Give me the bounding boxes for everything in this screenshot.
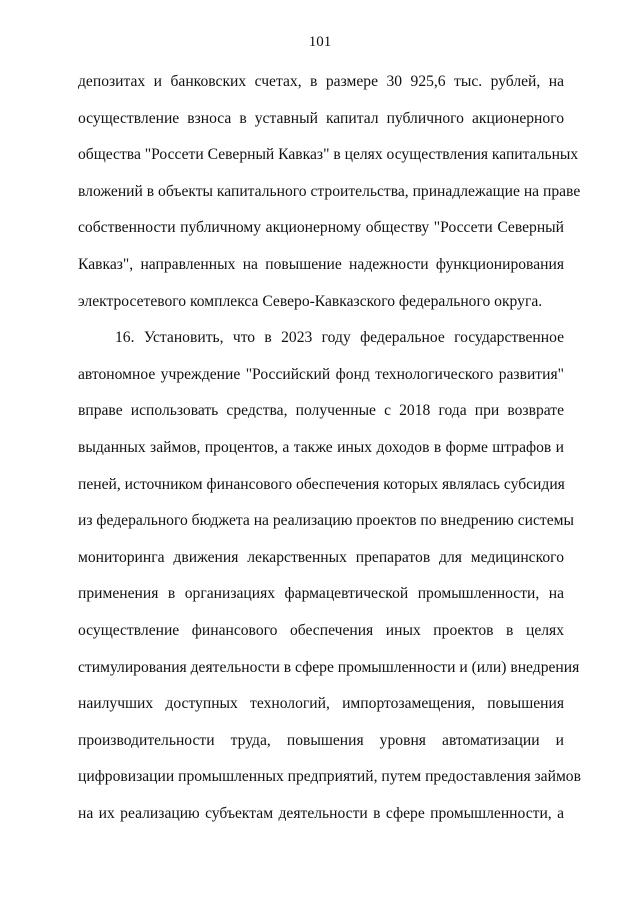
text-line: наилучших доступных технологий, импортозамещения, повышения — [78, 695, 564, 713]
text-line: Кавказ", направленных на повышение надежности функционирования — [78, 255, 564, 273]
text-line: мониторинга движения лекарственных препаратов для медицинского — [78, 548, 564, 566]
paragraph-start-line: 16. Установить, что в 2023 году федеральное государственное — [115, 329, 564, 347]
text-line: пеней, источником финансового обеспечения которых являлась субсидия — [78, 475, 565, 493]
text-line: из федерального бюджета на реализацию проектов по внедрению системы — [78, 512, 574, 530]
text-line: вложений в объекты капитального строительства, принадлежащие на праве — [78, 182, 581, 200]
page-number: 101 — [308, 34, 332, 50]
text-line: цифровизации промышленных предприятий, путем предоставления займов — [78, 768, 581, 786]
text-line: стимулирования деятельности в сфере промышленности и (или) внедрения — [78, 658, 580, 676]
body-text — [78, 68, 581, 836]
text-line: автономное учреждение "Российский фонд технологического развития" — [78, 365, 564, 383]
text-line: электросетевого комплекса Северо-Кавказского федерального округа. — [78, 292, 543, 310]
text-line: собственности публичному акционерному обществу "Россети Северный — [78, 219, 564, 237]
text-line: вправе использовать средства, полученные с 2018 года при возврате — [78, 402, 564, 420]
text-line: осуществление взноса в уставный капитал публичного акционерного — [78, 109, 564, 127]
text-line: производительности труда, повышения уровня автоматизации и — [78, 731, 564, 749]
text-line: применения в организациях фармацевтической промышленности, на — [78, 585, 564, 603]
text-line: выданных займов, процентов, а также иных доходов в форме штрафов и — [78, 438, 564, 456]
text-line: общества "Россети Северный Кавказ" в целях осуществления капитальных — [78, 146, 579, 164]
text-line: осуществление финансового обеспечения иных проектов в целях — [78, 621, 564, 639]
text-line: на их реализацию субъектам деятельности в сфере промышленности, а — [78, 804, 564, 822]
text-line: депозитах и банковских счетах, в размере 30 925,6 тыс. рублей, на — [78, 73, 564, 90]
